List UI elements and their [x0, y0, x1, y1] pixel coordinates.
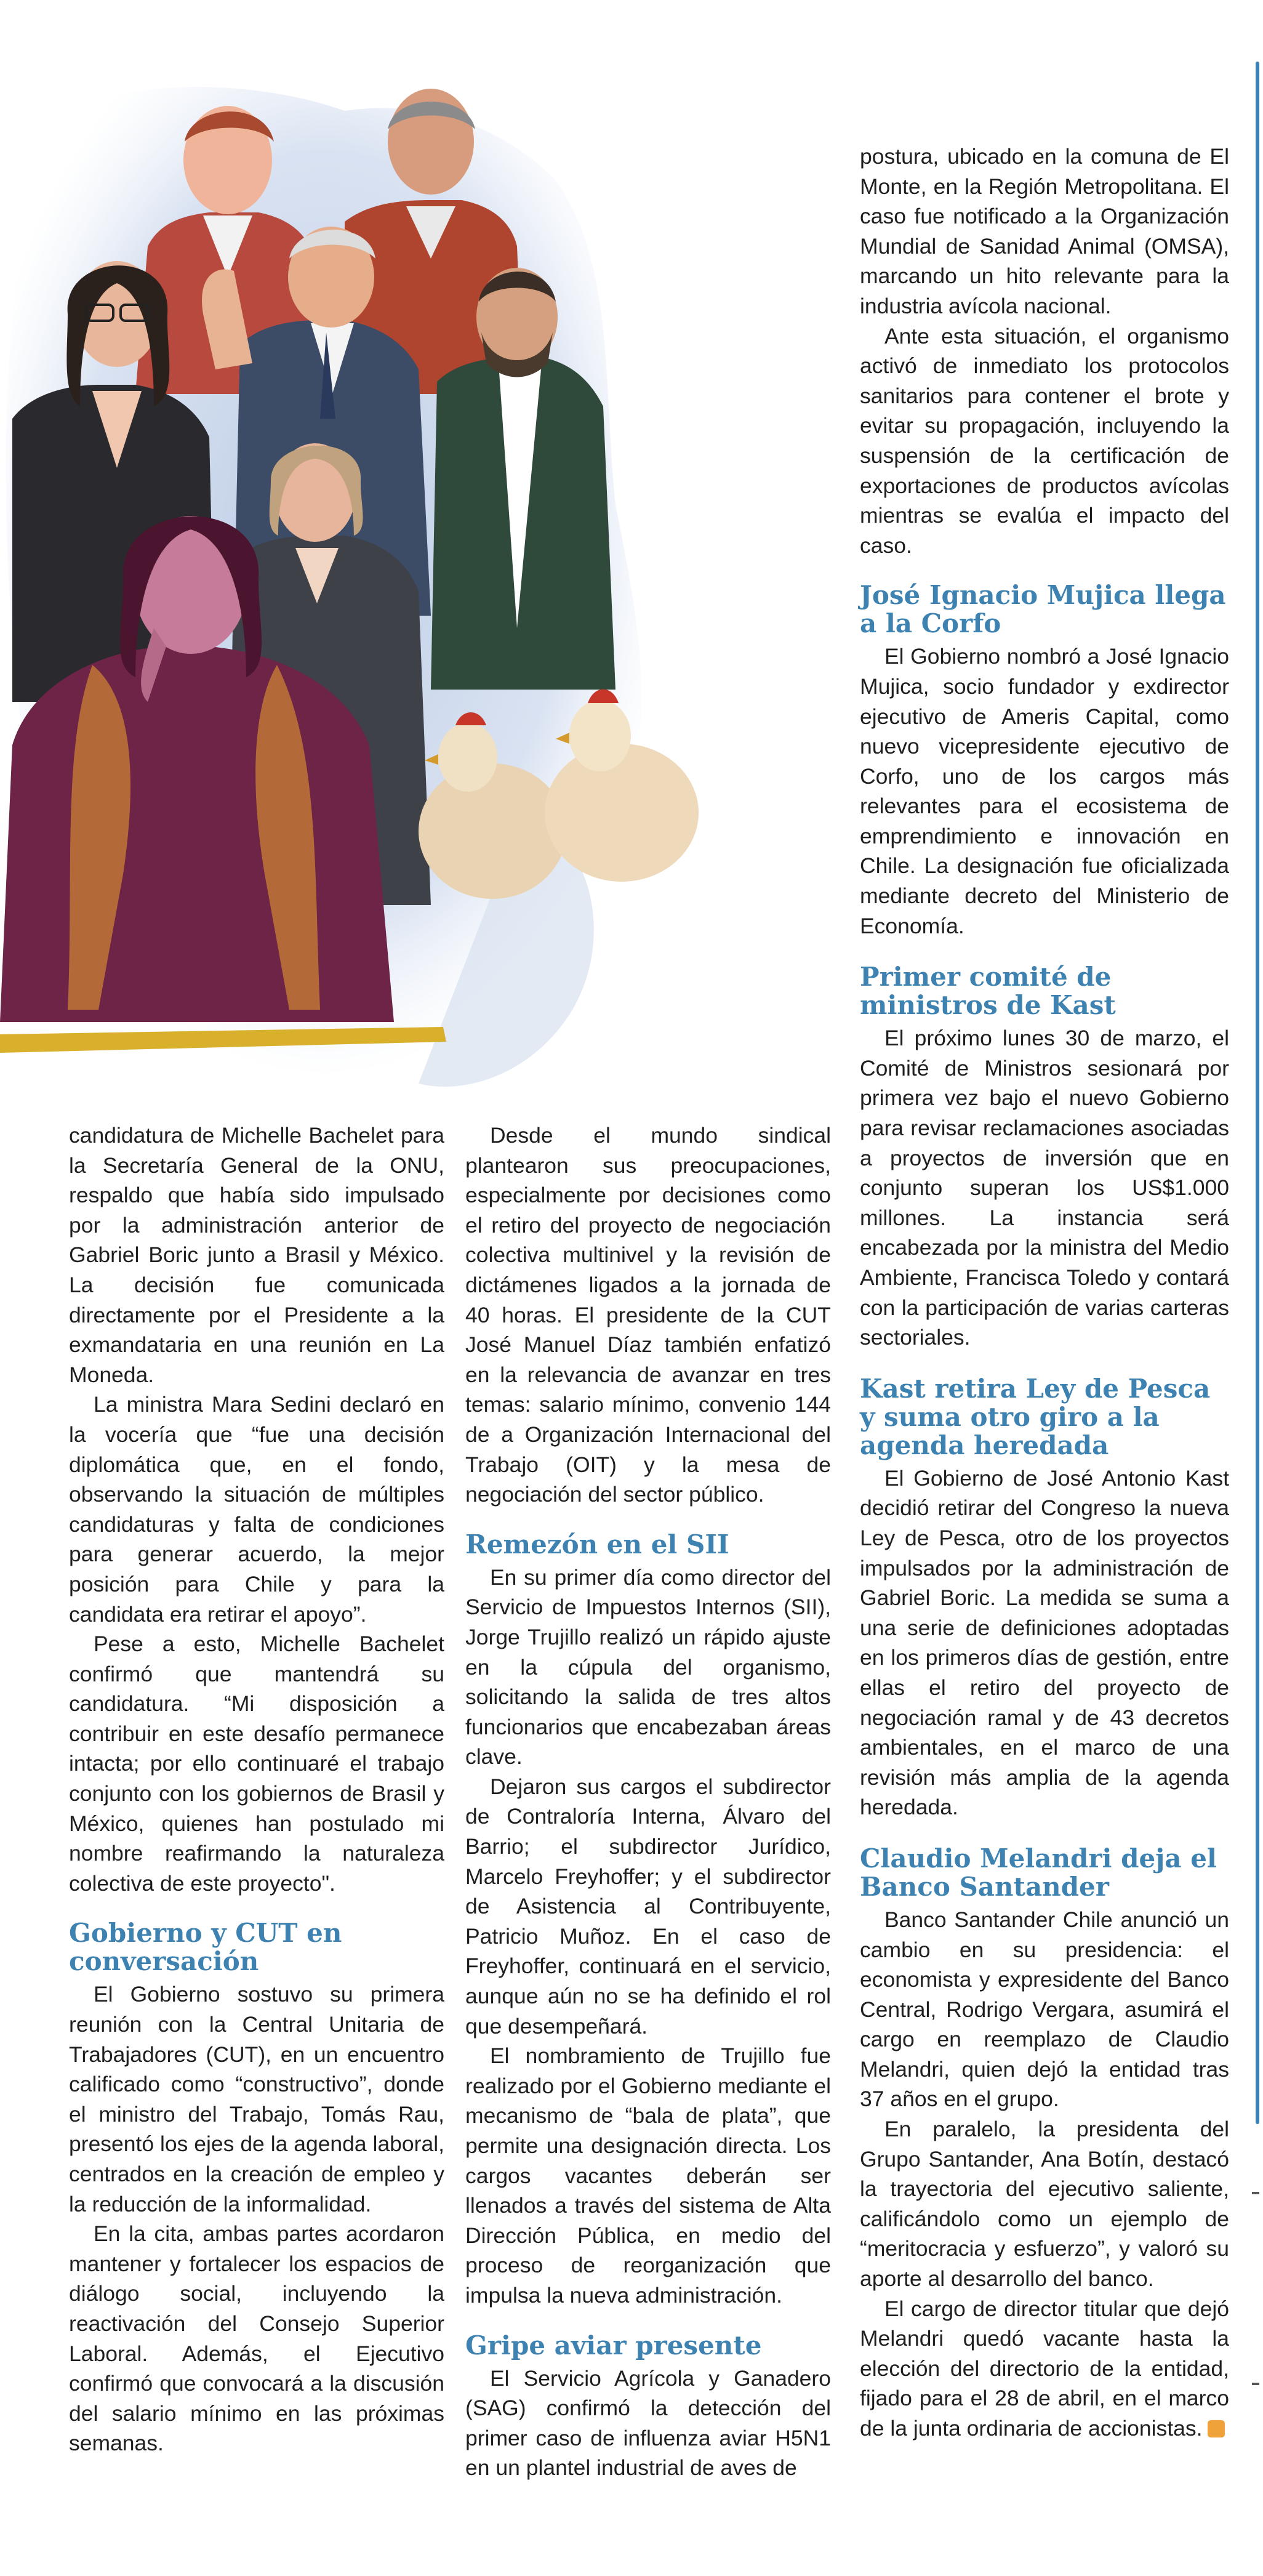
section-heading: Kast retira Ley de Pesca y suma otro giro a la agenda heredada — [860, 1373, 1211, 1460]
paragraph — [860, 2294, 1229, 2444]
paragraph: El Servicio Agrícola y Ganadero (SAG) confirmó la detección del primer caso de influenza aviar H5N1 en un plantel industrial de aves de — [465, 2365, 831, 2481]
section-heading: Primer comité de ministros de Kast — [860, 962, 1116, 1021]
paragraph: El próximo lunes 30 de marzo, el Comité de Ministros sesionará por primera vez bajo el nuevo Gobierno para revisar reclamaciones asociadas a proyectos de inversión que en conjunto superan los US$1.000 millones. La instancia será encabezada por la ministra del Medio Ambiente, Francisca Toledo y contará con la participación de varias carteras sectoriales. — [860, 1026, 1229, 1350]
paragraph: Pese a esto, Michelle Bachelet confirmó que mantendrá su candidatura. “Mi disposición a contribuir en este desafío permanece intacta; por ello continuaré el trabajo conjunto con los gobiernos de Brasil y México, quienes han postulado mi nombre reafirmando la naturaleza colectiva de este proyecto". — [69, 1632, 444, 1896]
paragraph: El nombramiento de Trujillo fue realizado por el Gobierno mediante el mecanismo de “bala de plata”, que permite una designación directa. Los cargos vacantes deberán ser llenados a través del sistema de Alta Dirección Pública, en medio del proceso de reorganización que impulsa la nueva administración. — [465, 2043, 831, 2308]
paragraph: El Gobierno de José Antonio Kast decidió retirar del Congreso la nueva Ley de Pesca, otro de los proyectos impulsados por la administración de Gabriel Boric. La medida se suma a una serie de definiciones adoptadas en los primeros días de gestión, entre ellas el retiro del proyecto de negociación ramal y de 43 decretos ambientales, en el marco de una revisión más amplia de la agenda heredada. — [860, 1465, 1229, 1820]
article-column-2 — [465, 1121, 831, 2483]
paragraph: Ante esta situación, el organismo activó de inmediato los protocolos sanitarios para contener el brote y evitar su propagación, incluyendo la suspensión de la certificación de exportaciones de productos avícolas mientras se evalúa el impacto del caso. — [860, 323, 1229, 558]
paragraph: En paralelo, la presidenta del Grupo Santander, Ana Botín, destacó la trayectoria del ejecutivo saliente, calificándolo como un ejemplo de “meritocracia y esfuerzo”, y valoró su aporte al desarrollo del banco. — [860, 2117, 1229, 2292]
paragraph: En su primer día como director del Servicio de Impuestos Internos (SII), Jorge Trujillo realizó un rápido ajuste en la cúpula del organismo, solicitando la salida de tres altos funcionarios que encabezaban áreas clave. — [465, 1564, 831, 1769]
section-heading: Claudio Melandri deja el Banco Santander — [860, 1843, 1217, 1902]
article-column-3 — [860, 142, 1229, 2444]
paragraph: En la cita, ambas partes acordaron mantener y fortalecer los espacios de diálogo social, incluyendo la reactivación del Consejo Superior Laboral. Además, el Ejecutivo confirmó que convocará a la discusión del salario mínimo en las próximas semanas. — [69, 2221, 444, 2456]
section-heading: José Ignacio Mujica llega a la Corfo — [860, 580, 1226, 639]
section-heading: Remezón en el SII — [465, 1529, 729, 1560]
article-column-1 — [69, 1121, 444, 2458]
page-edge-tick — [1252, 2192, 1259, 2194]
page-edge-tick — [1252, 2383, 1259, 2385]
portrait-collage-illustration — [0, 74, 819, 1108]
paragraph: Banco Santander Chile anunció un cambio en su presidencia: el economista y expresidente del Banco Central, Rodrigo Vergara, asumirá el cargo en reemplazo de Claudio Melandri, quien dejó la entidad tras 37 años en el grupo. — [860, 1907, 1229, 2112]
page-edge-rule — [1256, 62, 1259, 2124]
paragraph: Desde el mundo sindical plantearon sus preocupaciones, especialmente por decisiones como el retiro del proyecto de negociación colectiva multinivel y la revisión de dictámenes ligados a la jornada de 40 horas. El presidente de la CUT José Manuel Díaz también enfatizó en la relevancia de avanzar en tres temas: salario mínimo, convenio 144 de a Organización Internacional del Trabajo (OIT) y la mesa de negociación del sector público. — [465, 1123, 831, 1507]
paragraph: La ministra Mara Sedini declaró en la vocería que “fue una decisión diplomática que, en el fondo, observando la situación de múltiples candidaturas y falta de condiciones para generar acuerdo, la mejor posición para Chile y para la candidata era retirar el apoyo”. — [69, 1392, 444, 1627]
paragraph: postura, ubicado en la comuna de El Monte, en la Región Metropolitana. El caso fue notificado a la Organización Mundial de Sanidad Animal (OMSA), marcando un hito relevante para la industria avícola nacional. — [860, 144, 1229, 318]
paragraph: candidatura de Michelle Bachelet para la Secretaría General de la ONU, respaldo que había sido impulsado por la administración anterior de Gabriel Boric junto a Brasil y México. La decisión fue comunicada directamente por el Presidente a la exmandataria en una reunión en La Moneda. — [69, 1123, 444, 1387]
paragraph-text: El cargo de director titular que dejó Melandri quedó vacante hasta la elección del directorio de la entidad, fijado para el 28 de abril, en el marco de la junta ordinaria de accionistas. — [860, 2296, 1229, 2441]
end-of-article-icon — [1208, 2420, 1225, 2437]
section-heading: Gripe aviar presente — [465, 2330, 762, 2361]
paragraph: El Gobierno nombró a José Ignacio Mujica, socio fundador y exdirector ejecutivo de Ameris Capital, como nuevo vicepresidente ejecutivo de Corfo, uno de los cargos más relevantes para el ecosistema de emprendimiento e innovación en Chile. La designación fue oficializada mediante decreto del Ministerio de Economía. — [860, 644, 1229, 938]
section-heading: Gobierno y CUT en conversación — [69, 1918, 342, 1977]
paragraph: El Gobierno sostuvo su primera reunión con la Central Unitaria de Trabajadores (CUT), en un encuentro calificado como “constructivo”, donde el ministro del Trabajo, Tomás Rau, presentó los ejes de la agenda laboral, centrados en la creación de empleo y la reducción de la informalidad. — [69, 1982, 444, 2216]
paragraph: Dejaron sus cargos el subdirector de Contraloría Interna, Álvaro del Barrio; el subdirector Jurídico, Marcelo Freyhoffer; y el subdirector de Asistencia al Contribuyente, Patricio Muñoz. En el caso de Freyhoffer, continuará en el servicio, aunque aún no se ha definido el rol que desempeñará. — [465, 1774, 831, 2039]
